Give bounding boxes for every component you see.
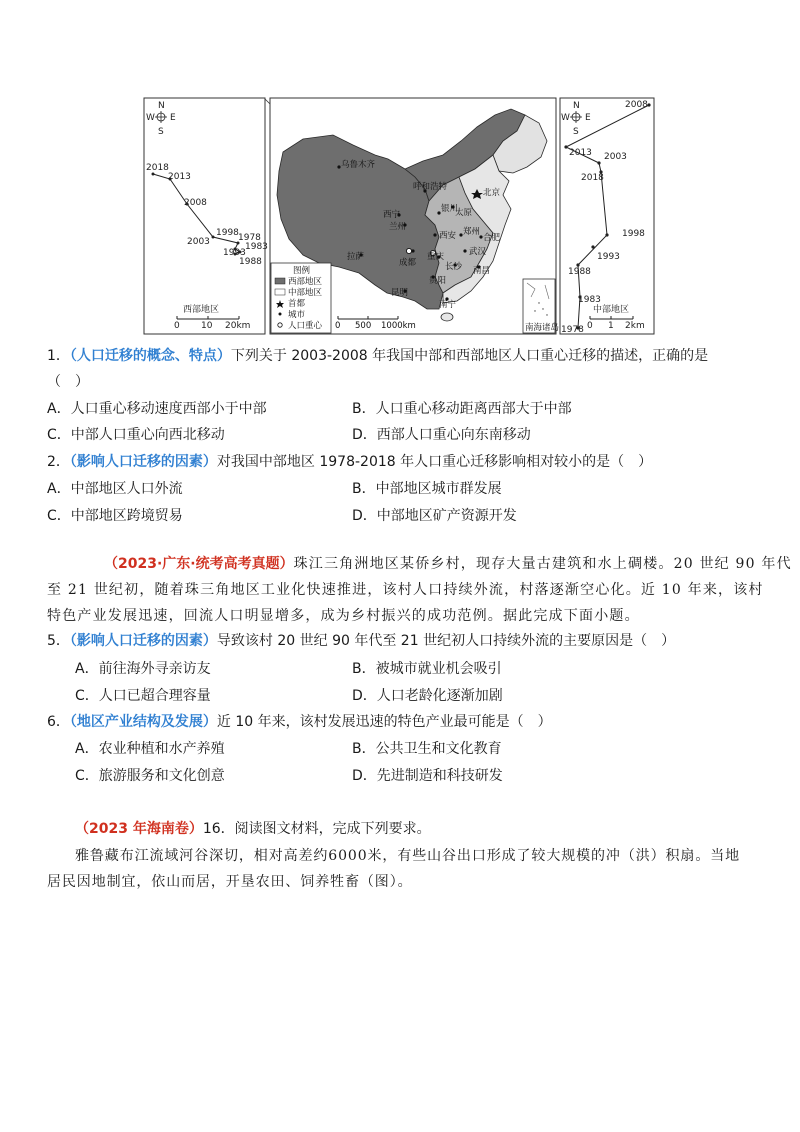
legend-item: 西部地区 bbox=[288, 277, 323, 287]
question-6 bbox=[47, 712, 552, 732]
central-year-label: 2018 bbox=[581, 173, 604, 183]
question-number: 2． bbox=[47, 454, 70, 470]
map-legend bbox=[271, 263, 331, 333]
question-text: 对我国中部地区 1978-2018 年人口重心迁移影响相对较小的是（ ） bbox=[216, 454, 653, 470]
city-label: 兰州 bbox=[389, 222, 407, 232]
question-tag: （人口迁移的概念、特点） bbox=[69, 348, 231, 364]
figure-svg bbox=[143, 97, 655, 335]
china-map-panel bbox=[270, 98, 559, 334]
west-year-label: 2008 bbox=[184, 198, 207, 208]
svg-text:10: 10 bbox=[201, 321, 213, 331]
central-panel bbox=[560, 98, 654, 335]
legend-item: 首都 bbox=[288, 299, 306, 309]
legend-item: 中部地区 bbox=[288, 288, 323, 298]
svg-text:E: E bbox=[585, 113, 591, 123]
legend-title: 图例 bbox=[293, 266, 311, 276]
passage-line: 珠江三角洲地区某侨乡村，现存大量古建筑和水上碉楼。20 世纪 90 年代 bbox=[293, 556, 792, 572]
option-a: A．前往海外寻亲访友 bbox=[75, 661, 211, 677]
city-label: 呼和浩特 bbox=[413, 182, 448, 192]
question-5 bbox=[47, 631, 675, 651]
question-text: 近 10 年来，该村发展迅速的特色产业最可能是（ ） bbox=[216, 714, 552, 730]
svg-text:1: 1 bbox=[608, 321, 614, 331]
population-center-figure bbox=[143, 97, 655, 335]
central-year-label: 2003 bbox=[604, 152, 627, 162]
option-d: D．西部人口重心向东南移动 bbox=[352, 427, 531, 443]
compass-e: E bbox=[170, 113, 176, 123]
question-number: 1． bbox=[47, 348, 70, 364]
question-text: 下列关于 2003-2008 年我国中部和西部地区人口重心迁移的描述，正确的是 bbox=[230, 348, 709, 364]
west-year-label: 2013 bbox=[168, 172, 191, 182]
city-label: 西宁 bbox=[383, 210, 401, 220]
south-china-sea-inset bbox=[523, 279, 559, 333]
svg-text:0: 0 bbox=[587, 321, 593, 331]
passage-line: 雅鲁藏布江流域河谷深切，相对高差约6000米，有些山谷出口形成了较大规模的冲（洪）积扇。当地 bbox=[75, 848, 741, 864]
passage-intro: 16．阅读图文材料，完成下列要求。 bbox=[202, 821, 431, 837]
central-year-label: 1988 bbox=[568, 267, 591, 277]
passage-line: 居民因地制宜，依山而居，开垦农田、饲养牲畜（图）。 bbox=[47, 874, 413, 890]
passage-line: 特色产业发展迅速，回流人口明显增多，成为乡村振兴的成功范例。据此完成下面小题。 bbox=[47, 608, 640, 624]
west-year-label: 1983 bbox=[245, 242, 268, 252]
central-year-label: 1978 bbox=[561, 325, 584, 335]
west-year-label: 1978 bbox=[238, 233, 261, 243]
central-year-label: 1993 bbox=[597, 252, 620, 262]
option-d: D．先进制造和科技研发 bbox=[352, 768, 503, 784]
passage-line: 至 21 世纪初，随着珠三角地区工业化快速推进，该村人口持续外流，村落逐渐空心化。近 10 年来，该村 bbox=[47, 582, 764, 598]
question-text: 导致该村 20 世纪 90 年代至 21 世纪初人口持续外流的主要原因是（ ） bbox=[216, 633, 676, 649]
west-year-label: 1988 bbox=[239, 257, 262, 267]
hainan-island bbox=[441, 313, 453, 321]
svg-text:W: W bbox=[561, 113, 570, 123]
city-label: 成都 bbox=[399, 258, 417, 268]
option-c: C．中部人口重心向西北移动 bbox=[47, 427, 225, 443]
city-label: 南宁 bbox=[439, 300, 457, 310]
city-label: 长沙 bbox=[445, 262, 463, 272]
svg-text:0: 0 bbox=[335, 321, 341, 331]
passage-2-header bbox=[75, 819, 431, 839]
option-b: B．人口重心移动距离西部大于中部 bbox=[352, 401, 572, 417]
passage-source: （2023 年海南卷） bbox=[75, 821, 203, 837]
west-year-label: 2018 bbox=[146, 163, 169, 173]
svg-text:0: 0 bbox=[174, 321, 180, 331]
option-a: A．中部地区人口外流 bbox=[47, 481, 183, 497]
city-label: 乌鲁木齐 bbox=[341, 160, 376, 170]
question-tag: （影响人口迁移的因素） bbox=[69, 633, 217, 649]
option-c: C．旅游服务和文化创意 bbox=[75, 768, 225, 784]
option-b: B．被城市就业机会吸引 bbox=[352, 661, 502, 677]
option-d: D．人口老龄化逐渐加剧 bbox=[352, 688, 503, 704]
city-label: 贵阳 bbox=[429, 276, 447, 286]
question-1-paren: （ ） bbox=[47, 374, 89, 390]
city-label: 银川 bbox=[441, 204, 459, 214]
svg-text:N: N bbox=[573, 101, 580, 111]
west-year-label: 1993 bbox=[223, 248, 246, 258]
option-c: C．中部地区跨境贸易 bbox=[47, 508, 183, 524]
west-population-center bbox=[406, 248, 411, 253]
option-a: A．农业种植和水产养殖 bbox=[75, 741, 225, 757]
option-d: D．中部地区矿产资源开发 bbox=[352, 508, 517, 524]
question-tag: （影响人口迁移的因素） bbox=[69, 454, 217, 470]
question-number: 5． bbox=[47, 633, 70, 649]
compass-n: N bbox=[158, 101, 165, 111]
city-label: 昆明 bbox=[391, 288, 409, 298]
svg-text:500: 500 bbox=[355, 321, 372, 331]
west-year-label: 1998 bbox=[216, 228, 239, 238]
central-year-label: 2013 bbox=[569, 148, 592, 158]
city-label: 西安 bbox=[439, 231, 457, 241]
legend-item: 人口重心 bbox=[288, 321, 323, 331]
svg-text:2km: 2km bbox=[625, 321, 645, 331]
inset-label: 南海诸岛 bbox=[525, 323, 560, 333]
city-label: 太原 bbox=[455, 208, 473, 218]
svg-text:1000km: 1000km bbox=[381, 321, 416, 331]
west-panel-title: 西部地区 bbox=[183, 305, 220, 315]
compass-w: W bbox=[146, 113, 155, 123]
option-b: B．公共卫生和文化教育 bbox=[352, 741, 502, 757]
central-year-label: 1983 bbox=[578, 295, 601, 305]
city-label: 郑州 bbox=[463, 227, 481, 237]
passage-source: （2023·广东·统考高考真题） bbox=[104, 556, 294, 572]
city-label: 重庆 bbox=[427, 252, 445, 262]
city-label: 南昌 bbox=[473, 266, 491, 276]
option-c: C．人口已超合理容量 bbox=[75, 688, 211, 704]
city-label: 武汉 bbox=[469, 247, 487, 257]
west-year-label: 2003 bbox=[187, 237, 210, 247]
question-tag: （地区产业结构及发展） bbox=[69, 714, 217, 730]
svg-text:S: S bbox=[573, 127, 579, 137]
option-a: A．人口重心移动速度西部小于中部 bbox=[47, 401, 267, 417]
question-number: 6． bbox=[47, 714, 70, 730]
central-panel-title: 中部地区 bbox=[593, 305, 630, 315]
west-panel bbox=[144, 98, 268, 334]
passage-1 bbox=[47, 551, 792, 629]
city-label: 北京 bbox=[483, 188, 501, 198]
question-2 bbox=[47, 452, 652, 472]
question-1 bbox=[47, 346, 708, 366]
svg-text:20km: 20km bbox=[225, 321, 251, 331]
city-label: 合肥 bbox=[483, 233, 501, 243]
option-b: B．中部地区城市群发展 bbox=[352, 481, 502, 497]
central-year-label: 1998 bbox=[622, 229, 645, 239]
passage-2 bbox=[47, 843, 765, 895]
city-label: 拉萨 bbox=[347, 252, 365, 262]
legend-item: 城市 bbox=[288, 310, 306, 320]
compass-s: S bbox=[158, 127, 164, 137]
central-year-label: 2008 bbox=[625, 100, 648, 110]
